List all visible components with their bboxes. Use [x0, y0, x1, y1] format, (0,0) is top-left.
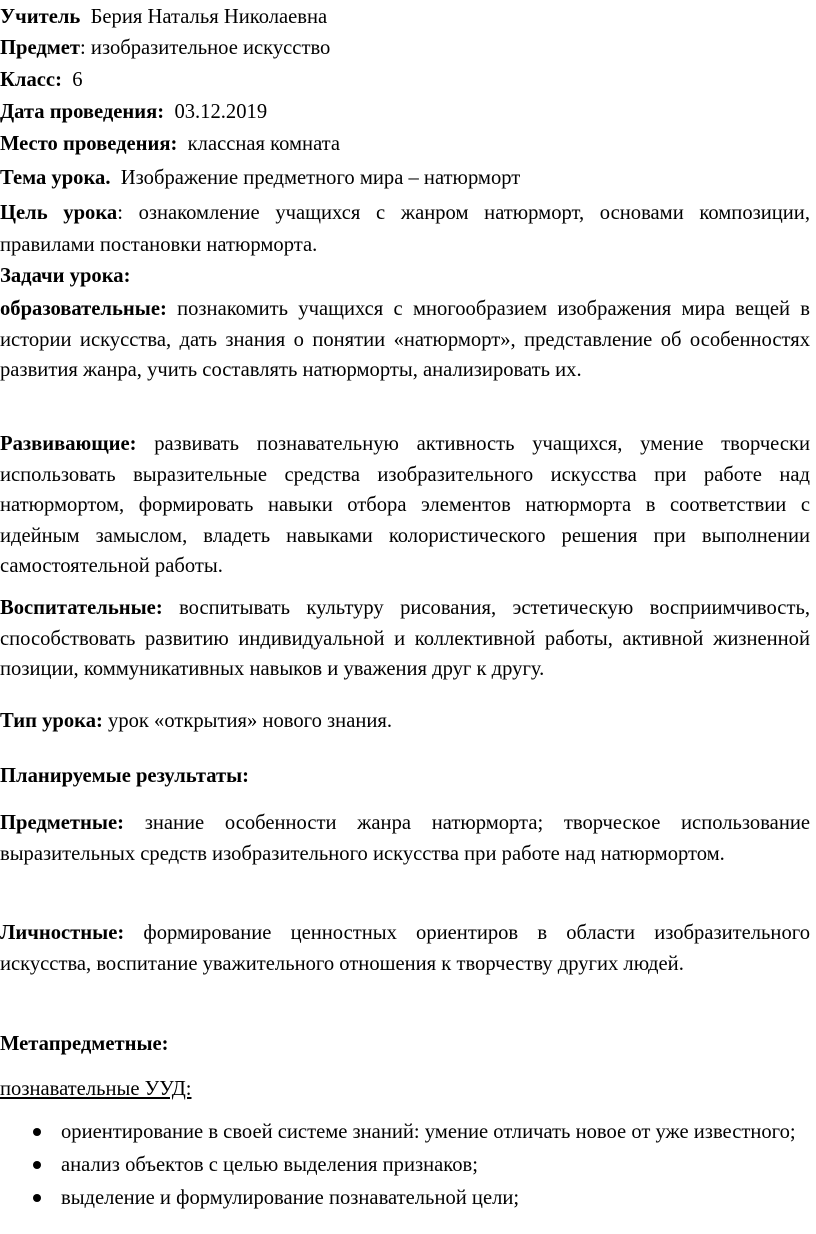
teacher-value: Берия Наталья Николаевна [90, 6, 328, 28]
bullet-icon [33, 1128, 41, 1136]
results-title: Планируемые результаты: [0, 765, 250, 787]
bullet-icon [33, 1161, 41, 1169]
list-item [0, 1183, 810, 1213]
cognitive-list-wrap [0, 1117, 810, 1213]
developing-label: Развивающие: [0, 433, 137, 455]
teacher-line [0, 3, 810, 32]
cognitive-title: познавательные УУД: [0, 1078, 192, 1100]
goal-label: Цель урока [0, 202, 118, 224]
topic-line [0, 164, 810, 193]
topic-label: Тема урока. [0, 167, 111, 189]
personal-results-label: Личностные: [0, 922, 125, 944]
class-value: 6 [72, 69, 83, 91]
developing-paragraph [0, 429, 810, 582]
subject-line [0, 34, 810, 63]
goal-paragraph [0, 197, 810, 261]
subject-results-label: Предметные: [0, 812, 124, 834]
upbringing-label: Воспитательные: [0, 597, 163, 619]
personal-results-paragraph [0, 918, 810, 979]
educational-paragraph [0, 294, 810, 386]
bullet-icon [33, 1194, 41, 1202]
list-item-text: ориентирование в своей системе знаний: умение отличать новое от уже известного; [61, 1121, 796, 1143]
subject-label: Предмет [0, 37, 81, 59]
list-item-text: выделение и формулирование познавательной цели; [61, 1187, 520, 1209]
educational-label: образовательные: [0, 298, 167, 320]
list-item [0, 1117, 810, 1147]
upbringing-paragraph [0, 593, 810, 685]
personal-results-text: формирование ценностных ориентиров в области изобразительного искусства, воспитание уважительного отношения к творчеству других людей. [0, 922, 810, 975]
list-item [0, 1150, 810, 1180]
upbringing-text: воспитывать культуру рисования, эстетическую восприимчивость, способствовать развитию индивидуальной и коллективной работы, активной жизненной позиции, коммуникативных навыков и уважения друг к другу. [0, 597, 810, 680]
subject-value: : изобразительное искусство [80, 37, 331, 59]
lesson-type-label: Тип урока: [0, 710, 103, 732]
class-line [0, 66, 810, 95]
topic-value: Изображение предметного мира – натюрморт [120, 167, 521, 189]
place-line [0, 130, 810, 159]
date-line [0, 98, 810, 127]
teacher-label: Учитель [0, 6, 81, 28]
cognitive-list [0, 1117, 810, 1213]
meta-title: Метапредметные: [0, 1033, 169, 1055]
tasks-title: Задачи урока: [0, 265, 131, 287]
goal-text: : ознакомление учащихся с жанром натюрморт, основами композиции, правилами постановки натюрморта. [0, 202, 810, 256]
place-label: Место проведения: [0, 133, 178, 155]
educational-text: познакомить учащихся с многообразием изображения мира вещей в истории искусства, дать знания о понятии «натюрморт», представление об особенностях развития жанра, учить составлять натюрморты, анализировать их. [0, 298, 811, 381]
date-value: 03.12.2019 [174, 101, 268, 123]
class-label: Класс: [0, 69, 62, 91]
lesson-type-value: урок «открытия» нового знания. [108, 710, 392, 732]
subject-results-paragraph [0, 808, 810, 869]
lesson-type-line [0, 707, 810, 736]
list-item-text: анализ объектов с целью выделения признаков; [61, 1154, 478, 1176]
developing-text: развивать познавательную активность учащихся, умение творчески использовать выразительные средства изобразительного искусства при работе над натюрмортом, формировать навыки отбора элементов натюрморта в соответствии с идейным замыслом, владеть навыками колористического решения при выполнении самостоятельной работы. [0, 433, 810, 577]
place-value: классная комната [187, 133, 341, 155]
subject-results-text: знание особенности жанра натюрморта; творческое использование выразительных средств изобразительного искусства при работе над натюрмортом. [0, 812, 810, 865]
date-label: Дата проведения: [0, 101, 165, 123]
